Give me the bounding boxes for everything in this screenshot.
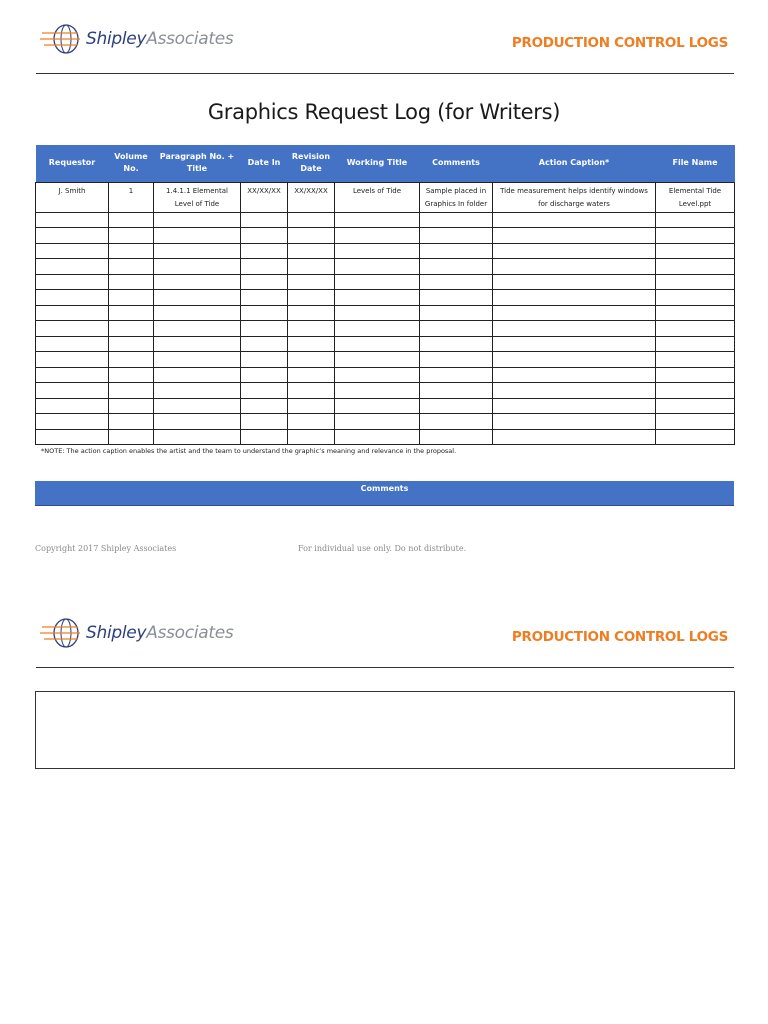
- table-cell[interactable]: XX/XX/XX: [241, 182, 288, 212]
- table-cell-empty[interactable]: [335, 429, 420, 445]
- table-cell-empty[interactable]: [335, 305, 420, 321]
- table-cell-empty[interactable]: [109, 290, 154, 306]
- table-cell-empty[interactable]: [36, 290, 109, 306]
- table-cell-empty[interactable]: [154, 383, 241, 399]
- table-cell-empty[interactable]: [288, 398, 335, 414]
- table-cell-empty[interactable]: [656, 398, 735, 414]
- table-cell-empty[interactable]: [656, 228, 735, 244]
- table-cell-empty[interactable]: [109, 352, 154, 368]
- table-cell-empty[interactable]: [109, 259, 154, 275]
- table-row-empty: [36, 367, 735, 383]
- table-row-empty: [36, 429, 735, 445]
- table-cell-empty[interactable]: [420, 259, 493, 275]
- table-cell-empty[interactable]: [493, 305, 656, 321]
- table-cell-empty[interactable]: [241, 414, 288, 430]
- table-cell-empty[interactable]: [420, 398, 493, 414]
- table-cell-empty[interactable]: [109, 383, 154, 399]
- table-row-empty: [36, 336, 735, 352]
- table-cell-empty[interactable]: [154, 398, 241, 414]
- table-cell-empty[interactable]: [109, 429, 154, 445]
- table-row-empty: [36, 259, 735, 275]
- table-cell-empty[interactable]: [154, 352, 241, 368]
- table-cell-empty[interactable]: [36, 212, 109, 228]
- table-cell-empty[interactable]: [288, 228, 335, 244]
- table-cell-empty[interactable]: [656, 414, 735, 430]
- table-cell-empty[interactable]: [109, 398, 154, 414]
- column-header: Action Caption*: [493, 145, 656, 182]
- table-cell-empty[interactable]: [493, 352, 656, 368]
- table-row-empty: [36, 274, 735, 290]
- table-cell[interactable]: Sample placed in Graphics In folder: [420, 182, 493, 212]
- table-cell-empty[interactable]: [656, 259, 735, 275]
- table-cell-empty[interactable]: [154, 321, 241, 337]
- table-cell-empty[interactable]: [241, 398, 288, 414]
- table-cell-empty[interactable]: [154, 429, 241, 445]
- table-cell-empty[interactable]: [335, 352, 420, 368]
- table-cell-empty[interactable]: [36, 321, 109, 337]
- table-cell-empty[interactable]: [656, 321, 735, 337]
- table-cell-empty[interactable]: [109, 321, 154, 337]
- table-cell-empty[interactable]: [420, 228, 493, 244]
- table-cell-empty[interactable]: [288, 414, 335, 430]
- table-cell-empty[interactable]: [288, 367, 335, 383]
- table-cell[interactable]: 1: [109, 182, 154, 212]
- table-cell-empty[interactable]: [241, 259, 288, 275]
- table-cell-empty[interactable]: [288, 305, 335, 321]
- shipley-logo: [40, 22, 233, 56]
- table-row-empty: [36, 383, 735, 399]
- table-cell-empty[interactable]: [36, 274, 109, 290]
- page-header-2: [36, 594, 734, 654]
- table-cell-empty[interactable]: [493, 274, 656, 290]
- shipley-logo: [40, 616, 233, 650]
- table-cell-empty[interactable]: [241, 367, 288, 383]
- copyright-text: Copyright 2017 Shipley Associates: [35, 544, 177, 553]
- table-cell-empty[interactable]: [288, 336, 335, 352]
- table-cell-empty[interactable]: [154, 259, 241, 275]
- table-cell-empty[interactable]: [288, 259, 335, 275]
- table-cell-empty[interactable]: [109, 367, 154, 383]
- column-header: File Name: [656, 145, 735, 182]
- column-header: Paragraph No. + Title: [154, 145, 241, 182]
- table-body: [36, 182, 735, 445]
- table-cell-empty[interactable]: [335, 243, 420, 259]
- table-cell-empty[interactable]: [493, 414, 656, 430]
- column-header: Date In: [241, 145, 288, 182]
- table-cell-empty[interactable]: [241, 352, 288, 368]
- table-cell-empty[interactable]: [36, 259, 109, 275]
- table-row-empty: [36, 212, 735, 228]
- table-cell-empty[interactable]: [656, 290, 735, 306]
- table-cell-empty[interactable]: [656, 305, 735, 321]
- table-cell-empty[interactable]: [109, 274, 154, 290]
- table-cell-empty[interactable]: [420, 336, 493, 352]
- table-cell-empty[interactable]: [288, 352, 335, 368]
- table-cell-empty[interactable]: [420, 305, 493, 321]
- table-cell-empty[interactable]: [493, 336, 656, 352]
- table-cell-empty[interactable]: [335, 259, 420, 275]
- table-cell-empty[interactable]: [493, 259, 656, 275]
- table-cell-empty[interactable]: [493, 228, 656, 244]
- table-cell-empty[interactable]: [420, 243, 493, 259]
- table-cell-empty[interactable]: [241, 290, 288, 306]
- header-divider: [36, 73, 734, 74]
- table-cell-empty[interactable]: [420, 414, 493, 430]
- table-cell-empty[interactable]: [288, 383, 335, 399]
- comments-text-area[interactable]: [35, 691, 735, 769]
- distribution-notice: For individual use only. Do not distribute.: [298, 544, 467, 553]
- table-cell-empty[interactable]: [241, 305, 288, 321]
- table-cell-empty[interactable]: [493, 321, 656, 337]
- table-cell-empty[interactable]: [288, 429, 335, 445]
- table-cell-empty[interactable]: [335, 398, 420, 414]
- table-cell-empty[interactable]: [493, 367, 656, 383]
- table-cell-empty[interactable]: [288, 321, 335, 337]
- table-cell-empty[interactable]: [36, 243, 109, 259]
- table-cell-empty[interactable]: [493, 383, 656, 399]
- table-cell-empty[interactable]: [420, 367, 493, 383]
- column-header: Requestor: [36, 145, 109, 182]
- table-cell-empty[interactable]: [335, 383, 420, 399]
- header-divider: [36, 667, 734, 668]
- table-cell-empty[interactable]: [493, 290, 656, 306]
- table-cell-empty[interactable]: [154, 367, 241, 383]
- table-cell-empty[interactable]: [154, 305, 241, 321]
- table-cell[interactable]: J. Smith: [36, 182, 109, 212]
- table-cell-empty[interactable]: [420, 290, 493, 306]
- table-cell-empty[interactable]: [154, 243, 241, 259]
- table-note: *NOTE: The action caption enables the artist and the team to understand the graphic’s meaning and relevance in the proposal.: [41, 447, 457, 455]
- column-header: Comments: [420, 145, 493, 182]
- table-cell-empty[interactable]: [36, 383, 109, 399]
- table-cell-empty[interactable]: [288, 274, 335, 290]
- page-header: [36, 0, 734, 60]
- logo-text-associates: Associates: [146, 29, 234, 49]
- table-cell-empty[interactable]: [154, 336, 241, 352]
- table-cell-empty[interactable]: [656, 429, 735, 445]
- table-row-empty: [36, 321, 735, 337]
- logo-text-shipley: Shipley: [86, 29, 147, 49]
- table-cell-empty[interactable]: [493, 243, 656, 259]
- table-cell-empty[interactable]: [420, 212, 493, 228]
- table-cell-empty[interactable]: [656, 352, 735, 368]
- table-cell-empty[interactable]: [420, 429, 493, 445]
- page-title: Graphics Request Log (for Writers): [207, 100, 561, 124]
- table-row-empty: [36, 352, 735, 368]
- table-cell-empty[interactable]: [109, 336, 154, 352]
- table-cell-empty[interactable]: [154, 228, 241, 244]
- table-cell-empty[interactable]: [36, 352, 109, 368]
- table-cell-empty[interactable]: [241, 228, 288, 244]
- logo-wordmark: [86, 29, 233, 49]
- table-cell-empty[interactable]: [288, 212, 335, 228]
- table-cell-empty[interactable]: [36, 367, 109, 383]
- table-cell-empty[interactable]: [109, 228, 154, 244]
- table-cell-empty[interactable]: [241, 243, 288, 259]
- table-cell-empty[interactable]: [154, 290, 241, 306]
- table-cell-empty[interactable]: [288, 290, 335, 306]
- table-cell-empty[interactable]: [656, 243, 735, 259]
- table-cell-empty[interactable]: [335, 336, 420, 352]
- table-cell-empty[interactable]: [241, 274, 288, 290]
- table-row-empty: [36, 398, 735, 414]
- column-header: Working Title: [335, 145, 420, 182]
- table-cell[interactable]: Tide measurement helps identify windows for discharge waters: [493, 182, 656, 212]
- table-cell-empty[interactable]: [656, 367, 735, 383]
- header-tag: PRODUCTION CONTROL LOGS: [511, 35, 728, 51]
- logo-wordmark: [86, 623, 233, 643]
- globe-logo-icon: [40, 22, 84, 56]
- header-tag: PRODUCTION CONTROL LOGS: [511, 629, 728, 645]
- table-cell-empty[interactable]: [493, 212, 656, 228]
- table-cell-empty[interactable]: [36, 305, 109, 321]
- table-cell-empty[interactable]: [241, 212, 288, 228]
- table-row-empty: [36, 243, 735, 259]
- table-cell-empty[interactable]: [335, 212, 420, 228]
- table-cell-empty[interactable]: [420, 274, 493, 290]
- table-cell-empty[interactable]: [493, 398, 656, 414]
- table-row: [36, 182, 735, 212]
- table-cell-empty[interactable]: [656, 336, 735, 352]
- table-cell-empty[interactable]: [241, 336, 288, 352]
- table-row-empty: [36, 305, 735, 321]
- table-cell-empty[interactable]: [36, 398, 109, 414]
- table-cell-empty[interactable]: [154, 414, 241, 430]
- logo-text-shipley: Shipley: [86, 623, 147, 643]
- table-cell-empty[interactable]: [154, 212, 241, 228]
- table-cell-empty[interactable]: [656, 383, 735, 399]
- table-cell-empty[interactable]: [420, 321, 493, 337]
- table-cell-empty[interactable]: [154, 274, 241, 290]
- table-cell-empty[interactable]: [335, 290, 420, 306]
- column-header: Volume No.: [109, 145, 154, 182]
- table-cell-empty[interactable]: [335, 367, 420, 383]
- table-row-empty: [36, 228, 735, 244]
- table-cell-empty[interactable]: [335, 321, 420, 337]
- table-cell-empty[interactable]: [109, 305, 154, 321]
- table-cell-empty[interactable]: [656, 274, 735, 290]
- table-cell-empty[interactable]: [493, 429, 656, 445]
- table-cell[interactable]: 1.4.1.1 Elemental Level of Tide: [154, 182, 241, 212]
- table-header-row: [36, 145, 735, 182]
- table-cell-empty[interactable]: [335, 274, 420, 290]
- table-cell[interactable]: XX/XX/XX: [288, 182, 335, 212]
- table-cell-empty[interactable]: [241, 383, 288, 399]
- table-cell-empty[interactable]: [36, 414, 109, 430]
- table-cell-empty[interactable]: [109, 414, 154, 430]
- table-cell-empty[interactable]: [109, 212, 154, 228]
- table-cell-empty[interactable]: [109, 243, 154, 259]
- table-cell[interactable]: Elemental Tide Level.ppt: [656, 182, 735, 212]
- logo-text-associates: Associates: [146, 623, 234, 643]
- table-cell-empty[interactable]: [241, 321, 288, 337]
- table-cell-empty[interactable]: [36, 336, 109, 352]
- column-header: Revision Date: [288, 145, 335, 182]
- globe-logo-icon: [40, 616, 84, 650]
- table-cell-empty[interactable]: [36, 429, 109, 445]
- table-cell-empty[interactable]: [420, 352, 493, 368]
- table-row-empty: [36, 290, 735, 306]
- table-cell[interactable]: Levels of Tide: [335, 182, 420, 212]
- table-cell-empty[interactable]: [36, 228, 109, 244]
- comments-header: Comments: [35, 481, 734, 506]
- table-cell-empty[interactable]: [335, 414, 420, 430]
- table-row-empty: [36, 414, 735, 430]
- table-cell-empty[interactable]: [656, 212, 735, 228]
- table-cell-empty[interactable]: [288, 243, 335, 259]
- graphics-request-table: [35, 145, 735, 445]
- table-cell-empty[interactable]: [241, 429, 288, 445]
- table-cell-empty[interactable]: [420, 383, 493, 399]
- table-cell-empty[interactable]: [335, 228, 420, 244]
